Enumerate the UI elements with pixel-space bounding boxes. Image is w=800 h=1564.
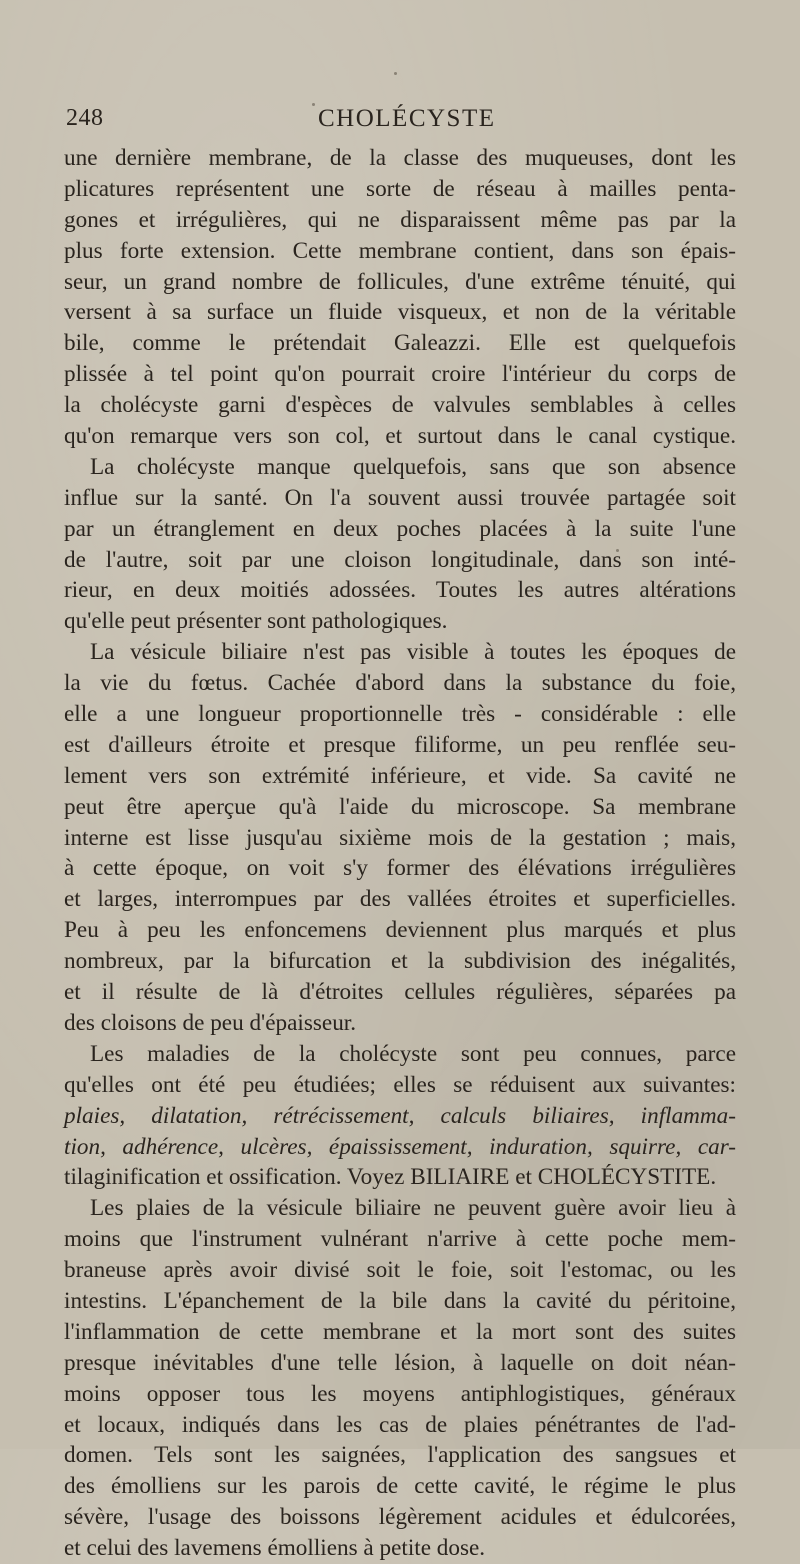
text-line: nombreux, par la bifurcation et la subdivision des inégalités, [64, 948, 736, 975]
text-line: moins opposer tous les moyens antiphlogistiques, généraux [64, 1380, 736, 1407]
text-line: la cholécyste garni d'espèces de valvules semblables à celles [64, 392, 736, 419]
text-line: braneuse après avoir divisé soit le foie, soit l'estomac, ou les [64, 1257, 736, 1284]
paragraph-start-line: La vésicule biliaire n'est pas visible à toutes les époques de [90, 639, 736, 666]
paragraph-end-line: et celui des lavemens émolliens à petite dose. [64, 1535, 486, 1562]
text-line: rieur, en deux moitiés adossées. Toutes les autres altérations [64, 577, 736, 604]
text-line: domen. Tels sont les saignées, l'application des sangsues et [64, 1442, 736, 1469]
text-line: seur, un grand nombre de follicules, d'une extrême ténuité, qui [64, 268, 736, 295]
text-line: est d'ailleurs étroite et presque filiforme, un peu renflée seu- [64, 731, 736, 758]
paper-speck [312, 103, 315, 106]
page-header [66, 105, 706, 139]
paragraph-start-line: Les plaies de la vésicule biliaire ne peuvent guère avoir lieu à [90, 1195, 736, 1222]
text-line: gones et irrégulières, qui ne disparaissent même pas par la [64, 206, 736, 233]
text-line: bile, comme le prétendait Galeazzi. Elle est quelquefois [64, 330, 736, 357]
text-line: qu'elles ont été peu étudiées; elles se réduisent aux suivantes: [64, 1071, 736, 1098]
text-line: Peu à peu les enfoncemens deviennent plus marqués et plus [64, 917, 736, 944]
text-line: et il résulte de là d'étroites cellules régulières, séparées pa [64, 979, 736, 1006]
page-number: 248 [66, 105, 104, 131]
text-line: plaies, dilatation, rétrécissement, calculs biliaires, inflamma- [64, 1102, 736, 1129]
paragraph-end-line: des cloisons de peu d'épaisseur. [64, 1009, 357, 1036]
text-line: et larges, interrompues par des vallées étroites et superficielles. [64, 886, 736, 913]
text-line: versent à sa surface un fluide visqueux, et non de la véritable [64, 299, 736, 326]
paragraph-end-line: qu'elle peut présenter sont pathologiques. [64, 608, 448, 635]
text-line: l'inflammation de cette membrane et la mort sont des suites [64, 1318, 736, 1345]
text-line: la vie du fœtus. Cachée d'abord dans la substance du foie, [64, 670, 736, 697]
text-line: sévère, l'usage des boissons légèrement acidules et édulcorées, [64, 1504, 736, 1531]
paper-speck [394, 72, 397, 75]
text-line: plicatures représentent une sorte de réseau à mailles penta- [64, 175, 736, 202]
running-head: CHOLÉCYSTE [318, 105, 496, 132]
text-line: influe sur la santé. On l'a souvent aussi trouvée partagée soit [64, 484, 736, 511]
text-line: moins que l'instrument vulnérant n'arrive à cette poche mem- [64, 1226, 736, 1253]
text-line: plus forte extension. Cette membrane contient, dans son épais- [64, 237, 736, 264]
text-line: à cette époque, on voit s'y former des élévations irrégulières [64, 855, 736, 882]
text-line: elle a une longueur proportionnelle très - considérable : elle [64, 701, 736, 728]
paragraph-start-line: La cholécyste manque quelquefois, sans que son absence [90, 453, 736, 480]
text-line: plissée à tel point qu'on pourrait croire l'intérieur du corps de [64, 361, 736, 388]
paper-speck [616, 549, 619, 552]
text-line: lement vers son extrémité inférieure, et vide. Sa cavité ne [64, 762, 736, 789]
paper-speck [229, 1366, 232, 1369]
text-line: intestins. L'épanchement de la bile dans la cavité du péritoine, [64, 1287, 736, 1314]
text-line: presque inévitables d'une telle lésion, à laquelle on doit néan- [64, 1349, 736, 1376]
text-line: des émolliens sur les parois de cette cavité, le régime le plus [64, 1473, 736, 1500]
text-line: tion, adhérence, ulcères, épaississement, induration, squirre, car- [64, 1133, 736, 1160]
text-line: peut être aperçue qu'à l'aide du microscope. Sa membrane [64, 793, 736, 820]
paragraph-end-line: tilaginification et ossification. Voyez BILIAIRE et CHOLÉCYSTITE. [64, 1164, 717, 1191]
text-line: de l'autre, soit par une cloison longitudinale, dans son inté- [64, 546, 736, 573]
text-line: interne est lisse jusqu'au sixième mois de la gestation ; mais, [64, 824, 736, 851]
text-line: par un étranglement en deux poches placées à la suite l'une [64, 515, 736, 542]
paragraph-start-line: Les maladies de la cholécyste sont peu connues, parce [90, 1040, 736, 1067]
body-text [64, 143, 736, 1564]
text-line: et locaux, indiqués dans les cas de plaies pénétrantes de l'ad- [64, 1411, 736, 1438]
text-line: qu'on remarque vers son col, et surtout dans le canal cystique. [64, 423, 736, 450]
text-line: une dernière membrane, de la classe des muqueuses, dont les [64, 145, 736, 171]
